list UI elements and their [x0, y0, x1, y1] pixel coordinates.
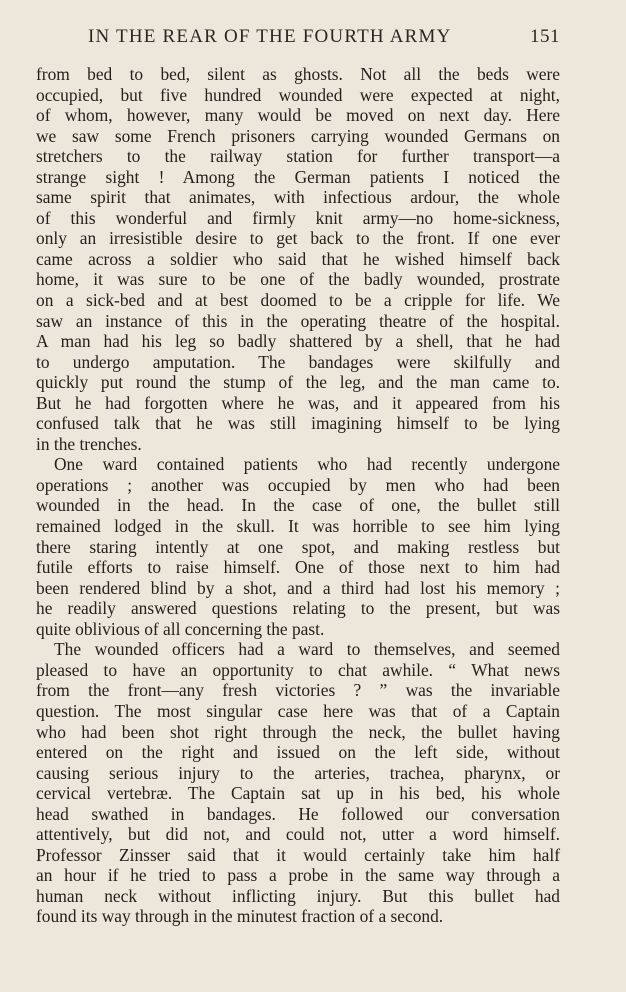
text-line: on a sick-bed and at best doomed to be a cripple for life. We — [36, 290, 560, 311]
text-line: he readily answered questions relating to the present, but was — [36, 598, 560, 619]
text-line: The wounded officers had a ward to themselves, and seemed — [54, 639, 560, 660]
text-line: of this wonderful and firmly knit army—no home-sickness, — [36, 207, 560, 228]
text-line: came across a soldier who said that he wished himself back — [36, 248, 560, 269]
running-head — [36, 26, 560, 50]
text-line: remained lodged in the skull. It was horrible to see him lying — [36, 516, 560, 537]
running-title: IN THE REAR OF THE FOURTH ARMY — [88, 26, 452, 47]
text-line: strange sight ! Among the German patients I noticed the — [36, 166, 560, 187]
text-line: who had been shot right through the neck, the bullet having — [36, 721, 560, 742]
text-line: same spirit that animates, with infectious ardour, the whole — [36, 187, 560, 208]
text-line: head swathed in bandages. He followed our conversation — [36, 803, 560, 824]
text-line: attentively, but did not, and could not, utter a word himself. — [36, 824, 560, 845]
text-line: confused talk that he was still imagining himself to be lying — [36, 413, 560, 434]
text-line: from bed to bed, silent as ghosts. Not all the beds were — [36, 64, 560, 84]
text-line: One ward contained patients who had recently undergone — [54, 454, 560, 475]
text-line: quickly put round the stump of the leg, and the man came to. — [36, 372, 560, 393]
text-line: found its way through in the minutest fraction of a second. — [36, 906, 444, 927]
text-line: causing serious injury to the arteries, trachea, pharynx, or — [36, 762, 560, 783]
text-line: human neck without inflicting injury. But this bullet had — [36, 885, 560, 906]
text-line: operations ; another was occupied by men who had been — [36, 474, 560, 495]
text-line: cervical vertebræ. The Captain sat up in his bed, his whole — [36, 783, 560, 804]
text-line: Professor Zinsser said that it would certainly take him half — [36, 844, 560, 865]
text-line: quite oblivious of all concerning the past. — [36, 618, 325, 639]
text-line: to undergo amputation. The bandages were skilfully and — [36, 351, 560, 372]
text-line: of whom, however, many would be moved on next day. Here — [36, 105, 560, 126]
text-line: entered on the right and issued on the left side, without — [36, 742, 560, 763]
text-line: occupied, but five hundred wounded were expected at night, — [36, 84, 560, 105]
text-line: there staring intently at one spot, and making restless but — [36, 536, 560, 557]
text-line: stretchers to the railway station for further transport—a — [36, 146, 560, 167]
text-line: But he had forgotten where he was, and it appeared from his — [36, 392, 560, 413]
text-line: question. The most singular case here was that of a Captain — [36, 700, 560, 721]
text-line: A man had his leg so badly shattered by a shell, that he had — [36, 331, 560, 352]
text-line: home, it was sure to be one of the badly wounded, prostrate — [36, 269, 560, 290]
text-line: an hour if he tried to pass a probe in the same way through a — [36, 865, 560, 886]
text-line: futile efforts to raise himself. One of those next to him had — [36, 557, 560, 578]
text-line: from the front—any fresh victories ? ” was the invariable — [36, 680, 560, 701]
text-line: in the trenches. — [36, 433, 142, 454]
page-number: 151 — [530, 26, 560, 47]
text-line: pleased to have an opportunity to chat awhile. “ What news — [36, 659, 560, 680]
text-line: wounded in the head. In the case of one, the bullet still — [36, 495, 560, 516]
text-line: saw an instance of this in the operating theatre of the hospital. — [36, 310, 560, 331]
text-line: only an irresistible desire to get back to the front. If one ever — [36, 228, 560, 249]
body-text — [36, 64, 560, 927]
text-line: we saw some French prisoners carrying wounded Germans on — [36, 125, 560, 146]
text-line: been rendered blind by a shot, and a third had lost his memory ; — [36, 577, 560, 598]
